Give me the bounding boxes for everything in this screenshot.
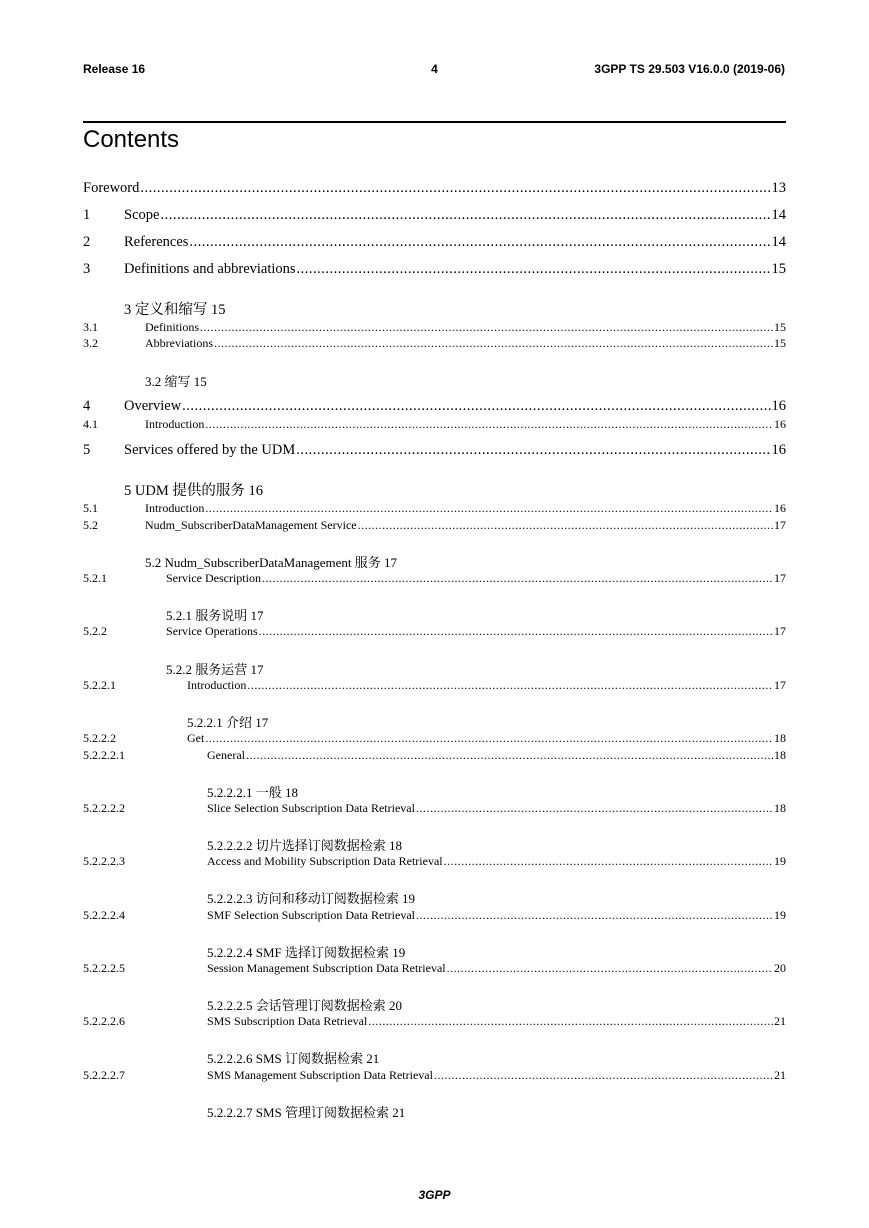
toc-entry-number: 5.2.2.2.5 (83, 961, 125, 975)
toc-entry-5-2[interactable] (83, 518, 786, 533)
toc-entry-page: 19 (774, 854, 786, 868)
toc-leader (182, 398, 770, 415)
toc-entry-number: 5.2.2.2 (83, 731, 116, 745)
toc-leader (189, 234, 770, 251)
translation-note: 3 定义和缩写 15 (124, 302, 226, 318)
header-spec-id: 3GPP TS 29.503 V16.0.0 (2019-06) (594, 62, 785, 76)
toc-leader (368, 1014, 773, 1029)
toc-entry-text: SMF Selection Subscription Data Retrieval (207, 908, 415, 922)
toc-leader (160, 207, 770, 224)
header-page-number: 4 (431, 62, 438, 76)
toc-entry-number: 5.2.1 (83, 571, 107, 585)
toc-entry-5-2-2-2-5[interactable] (83, 961, 786, 976)
toc-entry-3[interactable] (83, 261, 786, 278)
toc-entry-page: 21 (774, 1068, 786, 1082)
toc-leader (205, 417, 773, 432)
toc-entry-text: Introduction (187, 678, 247, 692)
toc-leader (447, 961, 773, 976)
toc-entry-page: 18 (774, 748, 786, 762)
translation-note: 5.2.2.2.7 SMS 管理订阅数据检索 21 (207, 1105, 406, 1120)
toc-entry-5-2-2-2-2[interactable] (83, 801, 786, 816)
toc-entry-page: 16 (771, 442, 786, 458)
toc-entry-text: Service Description (166, 571, 261, 585)
toc-entry-text: Definitions and abbreviations (124, 261, 296, 277)
toc-entry-text: SMS Subscription Data Retrieval (207, 1014, 368, 1028)
toc-entry-5-1[interactable] (83, 501, 786, 516)
page-title: Contents (83, 126, 180, 153)
toc-entry-page: 15 (774, 320, 786, 334)
toc-entry-number: 5.2.2.2.7 (83, 1068, 125, 1082)
toc-entry-5-2-2-1[interactable] (83, 678, 786, 693)
toc-entry-text: Foreword (83, 180, 140, 196)
toc-entry-page: 18 (774, 731, 786, 745)
toc-entry-text: SMS Management Subscription Data Retrieval (207, 1068, 433, 1082)
toc-entry-number: 3.1 (83, 320, 98, 334)
toc-entry-text: Overview (124, 398, 182, 414)
toc-entry-text: Service Operations (166, 624, 258, 638)
toc-entry-text: Abbreviations (145, 336, 213, 350)
toc-entry-5[interactable] (83, 442, 786, 459)
toc-entry-number: 5 (83, 442, 91, 458)
toc-entry-3-1[interactable] (83, 320, 786, 335)
toc-entry-4[interactable] (83, 398, 786, 415)
translation-note: 5.2.2.2.1 一般 18 (207, 785, 299, 800)
toc-entry-page: 14 (771, 234, 786, 250)
toc-entry-number: 5.2.2.2.1 (83, 748, 125, 762)
translation-note: 5.2.2.2.6 SMS 订阅数据检索 21 (207, 1051, 380, 1066)
toc-entry-page: 15 (771, 261, 786, 277)
toc-leader (444, 854, 773, 869)
translation-note: 5.2.2.2.3 访问和移动订阅数据检索 19 (207, 891, 416, 906)
toc-entry-text: Session Management Subscription Data Retrieval (207, 961, 446, 975)
toc-entry-5-2-2-2-1[interactable] (83, 748, 786, 763)
toc-entry-page: 17 (774, 678, 786, 692)
toc-entry-page: 17 (774, 624, 786, 638)
toc-leader (358, 518, 773, 533)
toc-entry-number: 4 (83, 398, 91, 414)
toc-entry-5-2-2[interactable] (83, 624, 786, 639)
toc-leader (259, 624, 773, 639)
translation-note: 5.2.2.2.5 会话管理订阅数据检索 20 (207, 998, 403, 1013)
toc-entry-3-2[interactable] (83, 336, 786, 351)
toc-entry-text: Access and Mobility Subscription Data Retrieval (207, 854, 443, 868)
toc-entry-text: Scope (124, 207, 160, 223)
toc-leader (205, 731, 773, 746)
toc-entry-number: 5.2.2.2.3 (83, 854, 125, 868)
toc-entry-foreword[interactable] (83, 180, 786, 197)
translation-note: 5.2.2 服务运营 17 (166, 662, 264, 677)
toc-leader (140, 180, 770, 197)
toc-entry-page: 16 (774, 501, 786, 515)
toc-leader (296, 442, 770, 459)
toc-entry-number: 5.2.2.2.4 (83, 908, 125, 922)
toc-entry-5-2-1[interactable] (83, 571, 786, 586)
toc-entry-number: 3.2 (83, 336, 98, 350)
toc-entry-page: 14 (771, 207, 786, 223)
toc-entry-page: 17 (774, 571, 786, 585)
toc-leader (214, 336, 773, 351)
toc-entry-text: References (124, 234, 189, 250)
toc-entry-5-2-2-2-3[interactable] (83, 854, 786, 869)
toc-entry-page: 19 (774, 908, 786, 922)
toc-leader (297, 261, 771, 278)
toc-entry-number: 2 (83, 234, 91, 250)
translation-note: 3.2 缩写 15 (145, 374, 207, 389)
page-footer: 3GPP (418, 1188, 451, 1202)
toc-entry-5-2-2-2-7[interactable] (83, 1068, 786, 1083)
toc-entry-number: 4.1 (83, 417, 98, 431)
toc-entry-number: 5.2.2.2.2 (83, 801, 125, 815)
title-rule (83, 121, 786, 123)
toc-entry-text: Get (187, 731, 205, 745)
toc-entry-page: 20 (774, 961, 786, 975)
toc-leader (434, 1068, 773, 1083)
toc-entry-text: General (207, 748, 245, 762)
toc-entry-number: 5.2.2.1 (83, 678, 116, 692)
toc-leader (416, 801, 773, 816)
toc-entry-page: 13 (771, 180, 786, 196)
toc-entry-number: 5.2.2.2.6 (83, 1014, 125, 1028)
toc-entry-page: 18 (774, 801, 786, 815)
toc-leader (262, 571, 773, 586)
toc-leader (246, 748, 773, 763)
toc-entry-page: 21 (774, 1014, 786, 1028)
toc-entry-page: 16 (771, 398, 786, 414)
toc-entry-5-2-2-2[interactable] (83, 731, 786, 746)
toc-entry-page: 17 (774, 518, 786, 532)
translation-note: 5.2.2.2.2 切片选择订阅数据检索 18 (207, 838, 403, 853)
translation-note: 5.2.2.1 介绍 17 (187, 715, 269, 730)
toc-entry-text: Introduction (145, 417, 205, 431)
toc-entry-5-2-2-2-4[interactable] (83, 908, 786, 923)
toc-entry-text: Services offered by the UDM (124, 442, 296, 458)
toc-leader (416, 908, 773, 923)
translation-note: 5.2 Nudm_SubscriberDataManagement 服务 17 (145, 555, 398, 570)
toc-entry-5-2-2-2-6[interactable] (83, 1014, 786, 1029)
toc-leader (247, 678, 773, 693)
toc-leader (200, 320, 773, 335)
toc-entry-2[interactable] (83, 234, 786, 251)
toc-entry-text: Definitions (145, 320, 199, 334)
header-release: Release 16 (83, 62, 146, 76)
toc-leader (205, 501, 773, 516)
toc-entry-number: 1 (83, 207, 91, 223)
translation-note: 5 UDM 提供的服务 16 (124, 483, 263, 499)
toc-entry-number: 5.2 (83, 518, 98, 532)
toc-entry-1[interactable] (83, 207, 786, 224)
toc-entry-number: 5.1 (83, 501, 98, 515)
toc-entry-number: 5.2.2 (83, 624, 107, 638)
toc-entry-4-1[interactable] (83, 417, 786, 432)
toc-entry-text: Slice Selection Subscription Data Retrieval (207, 801, 415, 815)
toc-entry-page: 16 (774, 417, 786, 431)
toc-entry-text: Nudm_SubscriberDataManagement Service (145, 518, 357, 532)
translation-note: 5.2.2.2.4 SMF 选择订阅数据检索 19 (207, 945, 406, 960)
toc-entry-text: Introduction (145, 501, 205, 515)
toc-entry-page: 15 (774, 336, 786, 350)
translation-note: 5.2.1 服务说明 17 (166, 608, 264, 623)
toc-entry-number: 3 (83, 261, 91, 277)
